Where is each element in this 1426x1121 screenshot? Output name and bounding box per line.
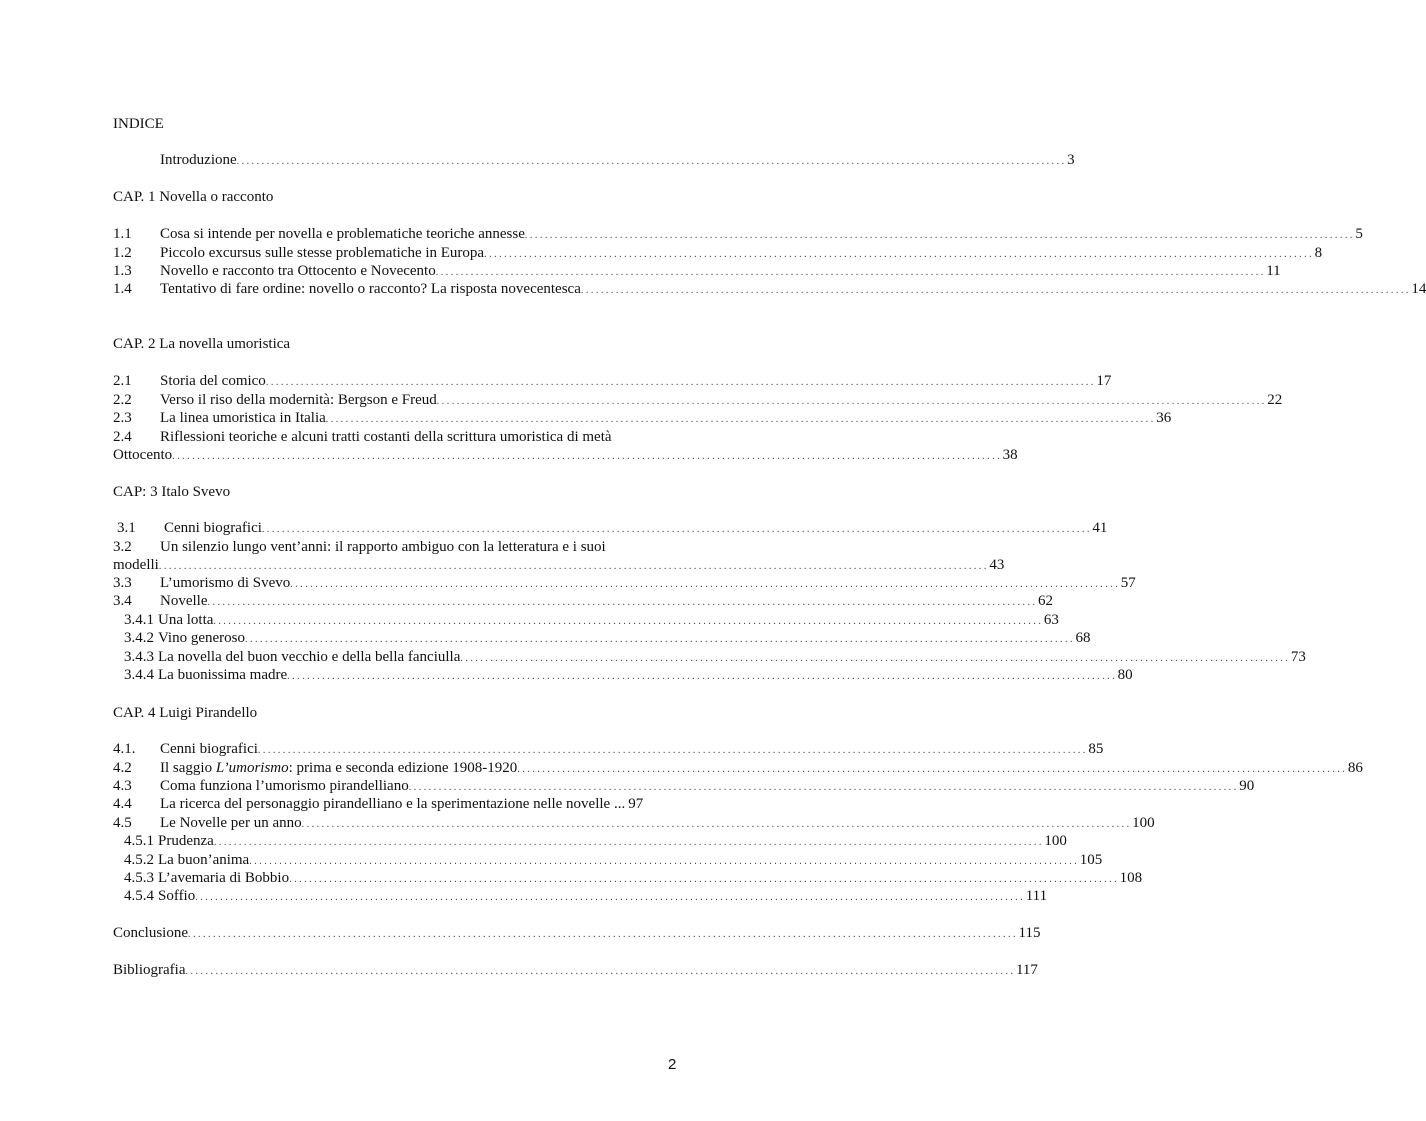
entry-page: 22 xyxy=(1267,392,1283,408)
entry-page: 100 xyxy=(1132,815,1155,831)
toc-entry[interactable] xyxy=(113,740,1104,758)
title-italic: L’umorismo xyxy=(215,760,289,776)
entry-number: 1.1 xyxy=(113,226,132,242)
toc-entry[interactable] xyxy=(113,244,1323,262)
toc-entry[interactable] xyxy=(113,262,1281,280)
entry-page: 43 xyxy=(989,557,1005,573)
toc-entry[interactable] xyxy=(113,574,1136,592)
entry-page: 80 xyxy=(1117,667,1133,683)
entry-page: 73 xyxy=(1290,649,1306,665)
entry-number: 4.5.4 xyxy=(124,888,154,904)
entry-number: 4.5.2 xyxy=(124,852,154,868)
toc-subentry[interactable] xyxy=(113,666,1133,684)
entry-title: Cenni biografici xyxy=(164,520,262,536)
toc-entry-bibliografia[interactable] xyxy=(113,961,1038,979)
dot-leader xyxy=(258,740,1086,760)
entry-title: L’avemaria di Bobbio xyxy=(158,870,290,886)
toc-subentry[interactable] xyxy=(113,629,1091,647)
dot-leader xyxy=(409,777,1237,797)
entry-number: 4.5.3 xyxy=(124,870,154,886)
entry-title: Vino generoso xyxy=(158,630,245,646)
entry-number: 3.4.3 xyxy=(124,649,154,665)
entry-title: Tentativo di fare ordine: novello o racconto? La risposta novecentesca xyxy=(160,281,581,297)
entry-number: 4.3 xyxy=(113,778,132,794)
entry-page: 62 xyxy=(1037,593,1053,609)
entry-title: Bibliografia xyxy=(113,962,186,978)
dot-leader xyxy=(266,372,1094,392)
entry-number: 4.2 xyxy=(113,760,132,776)
entry-title-line: Ottocento xyxy=(113,447,173,463)
toc-title: INDICE xyxy=(113,116,164,132)
entry-title: Prudenza xyxy=(158,833,214,849)
entry-number: 3.4.2 xyxy=(124,630,154,646)
toc-entry[interactable] xyxy=(113,409,1172,427)
entry-page: 17 xyxy=(1096,373,1112,389)
dot-leader xyxy=(214,832,1042,852)
entry-number: 3.3 xyxy=(113,575,132,591)
dot-leader xyxy=(436,262,1264,282)
dot-leader xyxy=(237,151,1065,171)
entry-title: Piccolo excursus sulle stesse problematiche in Europa xyxy=(160,245,485,261)
entry-number: 3.1 xyxy=(117,520,136,536)
entry-number: 1.2 xyxy=(113,245,132,261)
dot-leader xyxy=(525,225,1353,245)
entry-page: 5 xyxy=(1355,226,1363,242)
entry-title: La linea umoristica in Italia xyxy=(160,410,326,426)
entry-title: Storia del comico xyxy=(160,373,266,389)
dot-leader xyxy=(326,409,1154,429)
dot-leader xyxy=(159,556,987,576)
entry-page: 117 xyxy=(1015,962,1038,978)
toc-entry[interactable] xyxy=(113,372,1112,390)
entry-title: La novella del buon vecchio e della bella fanciulla xyxy=(158,649,461,665)
dot-leader xyxy=(581,280,1409,300)
toc-entry-wrapped[interactable] xyxy=(113,428,612,446)
entry-number: 3.2 xyxy=(113,539,132,555)
toc-entry[interactable] xyxy=(113,280,1426,298)
entry-number: 4.5 xyxy=(113,815,132,831)
entry-title: La ricerca del personaggio pirandelliano e la sperimentazione nelle novelle ... xyxy=(160,796,626,812)
entry-page: 63 xyxy=(1043,612,1059,628)
entry-title: Introduzione xyxy=(160,152,237,168)
entry-page: 14 xyxy=(1411,281,1426,297)
entry-number: 1.3 xyxy=(113,263,132,279)
title-part: : prima e seconda edizione 1908-1920 xyxy=(288,760,518,776)
entry-title: L’umorismo di Svevo xyxy=(160,575,291,591)
toc-subentry[interactable] xyxy=(113,869,1143,887)
dot-leader xyxy=(262,519,1090,539)
toc-subentry[interactable] xyxy=(113,648,1306,666)
dot-leader xyxy=(302,814,1130,834)
toc-entry[interactable] xyxy=(113,759,1363,777)
dot-leader xyxy=(290,574,1118,594)
dot-leader xyxy=(460,648,1288,668)
title-part: Il saggio xyxy=(160,760,216,776)
entry-number: 3.4 xyxy=(113,593,132,609)
dot-leader xyxy=(484,244,1312,264)
entry-number: 2.2 xyxy=(113,392,132,408)
toc-entry-continuation[interactable] xyxy=(113,446,1018,464)
chapter-heading: CAP. 1 Novella o racconto xyxy=(113,189,274,205)
toc-subentry[interactable] xyxy=(113,611,1059,629)
entry-title-line: modelli xyxy=(113,557,159,573)
entry-title: Soffio xyxy=(158,888,196,904)
toc-entry-wrapped[interactable] xyxy=(113,538,606,556)
dot-leader xyxy=(172,446,1000,466)
toc-subentry[interactable] xyxy=(113,887,1048,905)
entry-title: Cosa si intende per novella e problematiche teoriche annesse xyxy=(160,226,525,242)
entry-page: 36 xyxy=(1156,410,1172,426)
entry-title-line: Un silenzio lungo vent’anni: il rapporto ambiguo con la letteratura e i suoi xyxy=(160,539,606,555)
dot-leader xyxy=(437,391,1265,411)
entry-page: 97 xyxy=(628,796,644,812)
entry-page: 68 xyxy=(1075,630,1091,646)
entry-title: Cenni biografici xyxy=(160,741,258,757)
entry-page: 90 xyxy=(1239,778,1255,794)
entry-number: 1.4 xyxy=(113,281,132,297)
dot-leader xyxy=(287,666,1115,686)
entry-page: 85 xyxy=(1088,741,1104,757)
entry-number: 4.1. xyxy=(113,741,136,757)
entry-title: La buon’anima xyxy=(158,852,250,868)
dot-leader xyxy=(207,592,1035,612)
entry-page: 41 xyxy=(1092,520,1108,536)
entry-title xyxy=(160,759,517,777)
toc-entry-continuation[interactable] xyxy=(113,556,1005,574)
toc-entry-conclusione[interactable] xyxy=(113,924,1041,942)
chapter-heading: CAP: 3 Italo Svevo xyxy=(113,484,231,500)
toc-subentry[interactable] xyxy=(113,851,1103,869)
toc-entry[interactable] xyxy=(113,592,1053,610)
entry-page: 108 xyxy=(1119,870,1143,886)
chapter-heading: CAP. 4 Luigi Pirandello xyxy=(113,705,258,721)
toc-entry[interactable] xyxy=(113,795,679,813)
entry-title: Coma funziona l’umorismo pirandelliano xyxy=(160,778,409,794)
page-number: 2 xyxy=(668,1056,677,1073)
toc-entry[interactable] xyxy=(113,391,1283,409)
chapter-heading: CAP. 2 La novella umoristica xyxy=(113,336,291,352)
entry-number: 2.4 xyxy=(113,429,132,445)
entry-number: 4.5.1 xyxy=(124,833,154,849)
entry-number: 2.3 xyxy=(113,410,132,426)
dot-leader xyxy=(289,869,1117,889)
dot-leader xyxy=(185,961,1013,981)
toc-entry-introduzione[interactable] xyxy=(160,151,1075,169)
entry-page: 105 xyxy=(1079,852,1103,868)
entry-title: Novelle xyxy=(160,593,208,609)
toc-subentry[interactable] xyxy=(113,832,1067,850)
entry-page: 86 xyxy=(1347,760,1363,776)
toc-entry[interactable] xyxy=(113,814,1155,832)
toc-entry[interactable] xyxy=(113,777,1255,795)
entry-title: Una lotta xyxy=(158,612,214,628)
dot-leader xyxy=(245,629,1073,649)
toc-entry[interactable] xyxy=(113,225,1363,243)
entry-title: Conclusione xyxy=(113,925,188,941)
entry-page: 115 xyxy=(1018,925,1041,941)
entry-number: 2.1 xyxy=(113,373,132,389)
dot-leader xyxy=(213,611,1041,631)
entry-title-line: Riflessioni teoriche e alcuni tratti costanti della scrittura umoristica di metà xyxy=(160,429,612,445)
entry-page: 8 xyxy=(1314,245,1323,261)
entry-number: 3.4.1 xyxy=(124,612,154,628)
dot-leader xyxy=(249,851,1077,871)
entry-title: La buonissima madre xyxy=(158,667,288,683)
dot-leader xyxy=(195,887,1023,907)
entry-number: 3.4.4 xyxy=(124,667,154,683)
entry-title: Le Novelle per un anno xyxy=(160,815,302,831)
entry-page: 38 xyxy=(1002,447,1018,463)
dot-leader xyxy=(517,759,1345,779)
entry-page: 57 xyxy=(1120,575,1136,591)
entry-page: 100 xyxy=(1044,833,1067,849)
entry-title: Novello e racconto tra Ottocento e Novecento xyxy=(160,263,436,279)
entry-page: 3 xyxy=(1067,152,1075,168)
dot-leader xyxy=(188,924,1016,944)
entry-page: 111 xyxy=(1025,888,1048,904)
entry-number: 4.4 xyxy=(113,796,132,812)
entry-page: 11 xyxy=(1266,263,1281,279)
toc-entry[interactable] xyxy=(117,519,1108,537)
entry-title: Verso il riso della modernità: Bergson e Freud xyxy=(160,392,437,408)
